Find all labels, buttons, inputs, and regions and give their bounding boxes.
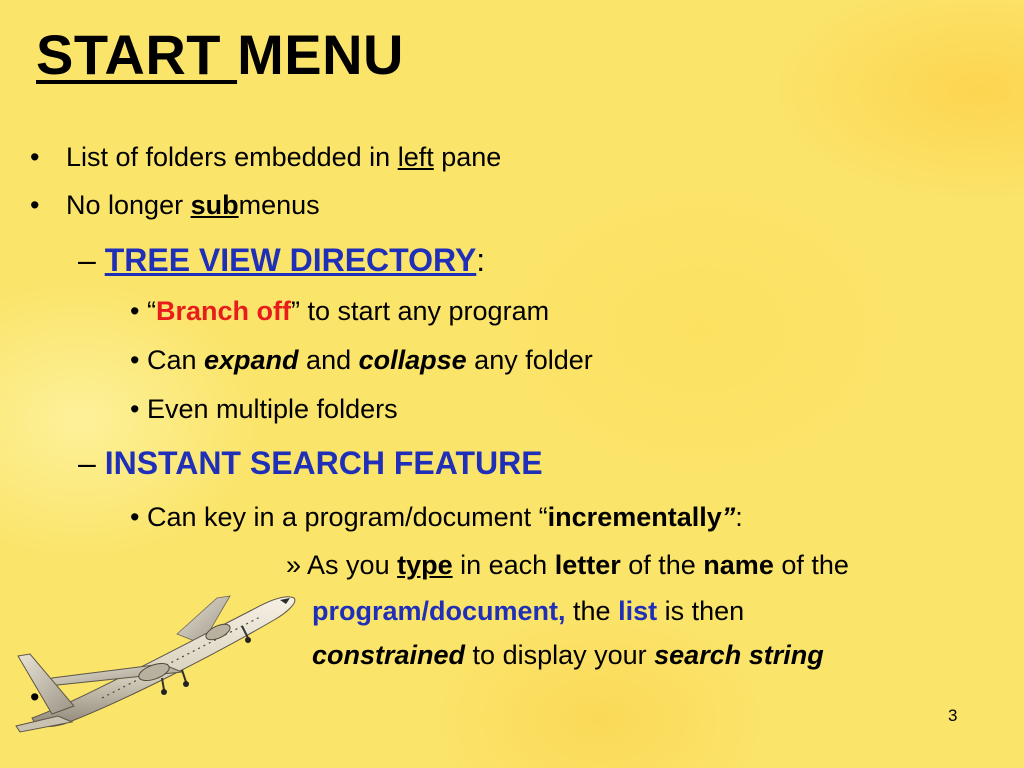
title-underlined-part: START (36, 23, 238, 86)
bullet-marker: • (30, 142, 40, 172)
airplane-icon (12, 586, 302, 736)
item-text: and (298, 345, 359, 375)
detail-text: is then (657, 596, 745, 626)
left-word: left (397, 142, 434, 172)
item-text: to start any program (299, 296, 550, 326)
item-multiple-folders (130, 392, 398, 426)
bullet-text: No longer (66, 190, 191, 220)
bullet-marker: • (130, 502, 140, 532)
expand-word: expand (204, 345, 299, 375)
incrementally-word: incrementally (547, 502, 722, 532)
slide-title (36, 22, 404, 88)
bullet-marker: • (30, 190, 40, 220)
dash-marker: – (78, 242, 96, 278)
list-word: list (618, 596, 658, 626)
colon: : (476, 242, 486, 278)
bullet-text: pane (433, 142, 502, 172)
detail-line-1 (286, 548, 849, 582)
quote: “ (146, 296, 156, 326)
dash-marker: – (78, 445, 96, 481)
bullet-marker: • (130, 394, 140, 424)
name-word: name (703, 550, 774, 580)
type-word: type (397, 550, 453, 580)
detail-text: the (565, 596, 619, 626)
item-text: Even multiple folders (146, 394, 398, 424)
constrained-word: constrained (312, 640, 466, 670)
item-key-incrementally (130, 500, 743, 534)
sub-word: sub (190, 190, 239, 220)
bullet-text: menus (238, 190, 320, 220)
letter-word: letter (554, 550, 621, 580)
detail-text: to display your (465, 640, 655, 670)
bullet-marker: • (130, 345, 140, 375)
instant-search-heading: INSTANT SEARCH FEATURE (104, 445, 543, 481)
detail-text: in each (452, 550, 555, 580)
colon: : (735, 502, 743, 532)
bullet-no-submenus (66, 188, 320, 222)
quote: ” (721, 502, 736, 532)
detail-text: As you (301, 550, 398, 580)
subheading-tree-view (78, 240, 485, 280)
bullet-folders-left-pane (66, 140, 501, 174)
collapse-word: collapse (358, 345, 467, 375)
item-branch-off (130, 294, 549, 328)
item-text: Can key in a program/document “ (146, 502, 548, 532)
detail-line-2 (312, 594, 744, 628)
bullet-marker-empty: • (30, 682, 40, 712)
detail-text: of the (773, 550, 849, 580)
bullet-marker: • (130, 296, 140, 326)
item-text: any folder (466, 345, 593, 375)
detail-line-3 (312, 638, 824, 672)
search-string-word: search string (654, 640, 824, 670)
page-number: 3 (948, 706, 958, 725)
branch-off-text: Branch off (155, 296, 291, 326)
item-text: Can (146, 345, 205, 375)
bullet-text: List of folders embedded in (66, 142, 398, 172)
chevron-marker: » (286, 550, 302, 580)
item-expand-collapse (130, 343, 593, 377)
quote: ” (290, 296, 300, 326)
tree-view-heading: TREE VIEW DIRECTORY (104, 242, 477, 278)
detail-text: of the (620, 550, 704, 580)
subheading-instant-search (78, 443, 543, 483)
title-rest: MENU (237, 23, 404, 86)
program-document-word: program/document, (312, 596, 566, 626)
